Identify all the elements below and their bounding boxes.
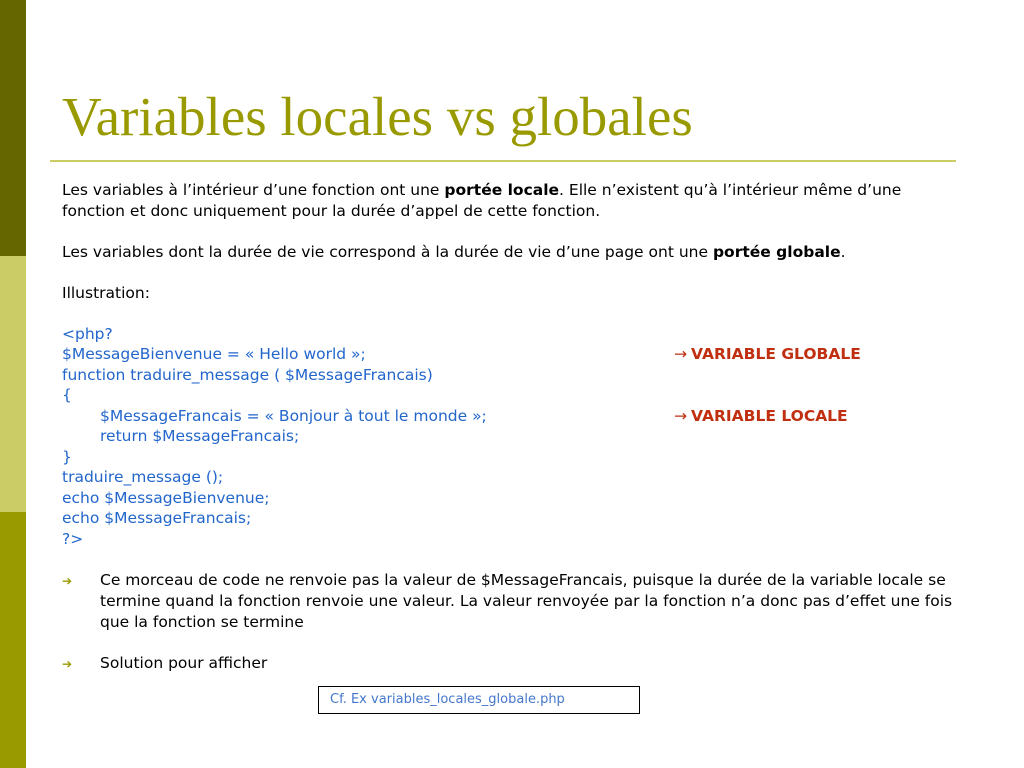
- slide-title: Variables locales vs globales: [62, 86, 693, 147]
- annotation-global: [674, 344, 861, 365]
- side-bar-top: [0, 0, 26, 256]
- code-line: <php?: [62, 324, 113, 343]
- arrow-right-icon: ➔: [62, 573, 73, 588]
- arrow-right-icon: ➔: [62, 656, 73, 671]
- code-line: traduire_message ();: [62, 468, 224, 486]
- code-line-text: $MessageFrancais = « Bonjour à tout le monde »;: [100, 406, 487, 425]
- code-line: [62, 406, 962, 427]
- code-line: ?>: [62, 529, 84, 548]
- code-line: {: [62, 386, 72, 404]
- para1-bold: portée locale: [444, 181, 560, 199]
- annotation-local-label: VARIABLE LOCALE: [691, 406, 848, 425]
- para1-text: Les variables à l’intérieur d’une fonction ont une: [62, 181, 445, 199]
- code-line: function traduire_message ( $MessageFrancais): [62, 365, 433, 384]
- side-bar-middle: [0, 256, 26, 512]
- annotation-local: [674, 406, 848, 427]
- para2-text: Les variables dont la durée de vie correspond à la durée de vie d’une page ont une: [62, 242, 713, 261]
- para2-text-end: .: [840, 242, 846, 261]
- side-bar-bottom: [0, 512, 26, 768]
- paragraph-local-scope: [62, 180, 962, 221]
- slide-content: [62, 180, 962, 674]
- para1-text-end: . Elle n’existent qu’à l’intérieur même d’une fonction et donc uniquement pour la durée d’appel de cette fonction.: [62, 181, 902, 220]
- code-block: [62, 324, 962, 550]
- illustration-label: Illustration:: [62, 283, 150, 302]
- bullet-text: Ce morceau de code ne renvoie pas la valeur de $MessageFrancais, puisque la durée de la variable locale se termine quand la fonction renvoie une valeur. La valeur renvoyée par la fonction n’a donc pas d’effet une fois que la fonction se termine: [100, 570, 953, 631]
- bullet-explanation: [62, 570, 962, 633]
- code-line: [62, 344, 962, 365]
- paragraph-global-scope: [62, 242, 962, 263]
- code-line: return $MessageFrancais;: [100, 427, 300, 445]
- code-line: }: [62, 447, 72, 466]
- code-line-text: $MessageBienvenue = « Hello world »;: [62, 345, 366, 363]
- title-divider: [50, 160, 956, 162]
- reference-box: Cf. Ex variables_locales_globale.php: [318, 686, 640, 714]
- arrow-right-icon: →: [674, 345, 687, 363]
- code-line: echo $MessageFrancais;: [62, 509, 252, 527]
- code-line: echo $MessageBienvenue;: [62, 488, 270, 507]
- para2-bold: portée globale: [712, 242, 841, 261]
- bullet-text: Solution pour afficher: [100, 653, 268, 672]
- annotation-global-label: VARIABLE GLOBALE: [691, 345, 861, 363]
- bullet-solution: [62, 653, 962, 675]
- arrow-right-icon: →: [674, 406, 687, 425]
